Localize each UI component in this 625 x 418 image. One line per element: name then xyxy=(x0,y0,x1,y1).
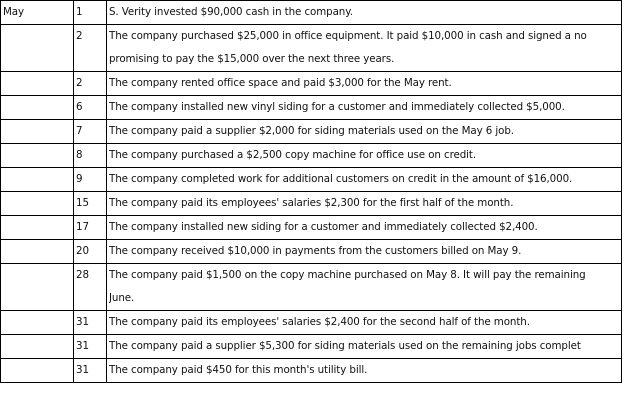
day-cell[interactable]: 9 xyxy=(74,168,107,192)
description-cell[interactable] xyxy=(107,120,622,144)
month-cell[interactable] xyxy=(1,144,74,168)
month-cell[interactable] xyxy=(1,72,74,96)
month-cell[interactable] xyxy=(1,240,74,264)
description-cell[interactable] xyxy=(107,96,622,120)
description-cell[interactable] xyxy=(107,216,622,240)
day-cell[interactable]: 17 xyxy=(74,216,107,240)
table-row xyxy=(1,1,622,25)
description-cell[interactable] xyxy=(107,72,622,96)
table-row xyxy=(1,359,622,383)
description-line: The company paid a supplier $5,300 for siding materials used on the remaining jobs complet xyxy=(109,340,581,352)
description-line: The company paid $450 for this month's utility bill. xyxy=(109,364,368,376)
description-cell[interactable] xyxy=(107,264,622,311)
month-cell[interactable]: May xyxy=(1,1,74,25)
month-cell[interactable] xyxy=(1,192,74,216)
table-row xyxy=(1,264,622,311)
day-cell[interactable]: 15 xyxy=(74,192,107,216)
description-line: The company rented office space and paid $3,000 for the May rent. xyxy=(109,77,452,89)
table-row xyxy=(1,216,622,240)
description-line: The company installed new vinyl siding for a customer and immediately collected $5,000. xyxy=(109,101,565,113)
description-line: The company installed new siding for a customer and immediately collected $2,400. xyxy=(109,221,538,233)
description-cell[interactable] xyxy=(107,335,622,359)
description-line: The company paid its employees' salaries $2,300 for the first half of the month. xyxy=(109,197,514,209)
day-cell[interactable]: 6 xyxy=(74,96,107,120)
table-row xyxy=(1,168,622,192)
month-cell[interactable] xyxy=(1,311,74,335)
description-line: The company received $10,000 in payments from the customers billed on May 9. xyxy=(109,245,522,257)
day-cell[interactable]: 20 xyxy=(74,240,107,264)
day-cell[interactable]: 8 xyxy=(74,144,107,168)
description-cell[interactable] xyxy=(107,168,622,192)
description-cell[interactable] xyxy=(107,311,622,335)
table-row xyxy=(1,240,622,264)
description-line: S. Verity invested $90,000 cash in the company. xyxy=(109,6,353,18)
table-row xyxy=(1,25,622,72)
description-line: The company paid its employees' salaries $2,400 for the second half of the month. xyxy=(109,316,530,328)
day-cell[interactable]: 7 xyxy=(74,120,107,144)
description-cell[interactable] xyxy=(107,144,622,168)
description-line: promising to pay the $15,000 over the next three years. xyxy=(109,53,395,65)
description-line: June. xyxy=(109,292,135,304)
day-cell[interactable]: 1 xyxy=(74,1,107,25)
month-cell[interactable] xyxy=(1,168,74,192)
description-cell[interactable] xyxy=(107,1,622,25)
day-cell[interactable]: 31 xyxy=(74,311,107,335)
month-cell[interactable] xyxy=(1,25,74,72)
description-cell[interactable] xyxy=(107,359,622,383)
month-cell[interactable] xyxy=(1,120,74,144)
description-line: The company paid $1,500 on the copy machine purchased on May 8. It will pay the remaining xyxy=(109,269,586,281)
description-cell[interactable] xyxy=(107,192,622,216)
description-cell[interactable] xyxy=(107,25,622,72)
table-row xyxy=(1,335,622,359)
description-cell[interactable] xyxy=(107,240,622,264)
table-row xyxy=(1,311,622,335)
day-cell[interactable]: 31 xyxy=(74,359,107,383)
day-cell[interactable]: 2 xyxy=(74,25,107,72)
day-cell[interactable]: 2 xyxy=(74,72,107,96)
description-line: The company purchased $25,000 in office equipment. It paid $10,000 in cash and signed a no xyxy=(109,30,587,42)
day-cell[interactable]: 28 xyxy=(74,264,107,311)
table-row xyxy=(1,96,622,120)
table-row xyxy=(1,144,622,168)
day-cell[interactable]: 31 xyxy=(74,335,107,359)
table-row xyxy=(1,72,622,96)
table-row xyxy=(1,192,622,216)
month-cell[interactable] xyxy=(1,264,74,311)
month-cell[interactable] xyxy=(1,216,74,240)
month-cell[interactable] xyxy=(1,96,74,120)
table-row xyxy=(1,120,622,144)
description-line: The company completed work for additional customers on credit in the amount of $16,000. xyxy=(109,173,573,185)
month-cell[interactable] xyxy=(1,359,74,383)
month-cell[interactable] xyxy=(1,335,74,359)
description-line: The company purchased a $2,500 copy machine for office use on credit. xyxy=(109,149,477,161)
description-line: The company paid a supplier $2,000 for siding materials used on the May 6 job. xyxy=(109,125,514,137)
